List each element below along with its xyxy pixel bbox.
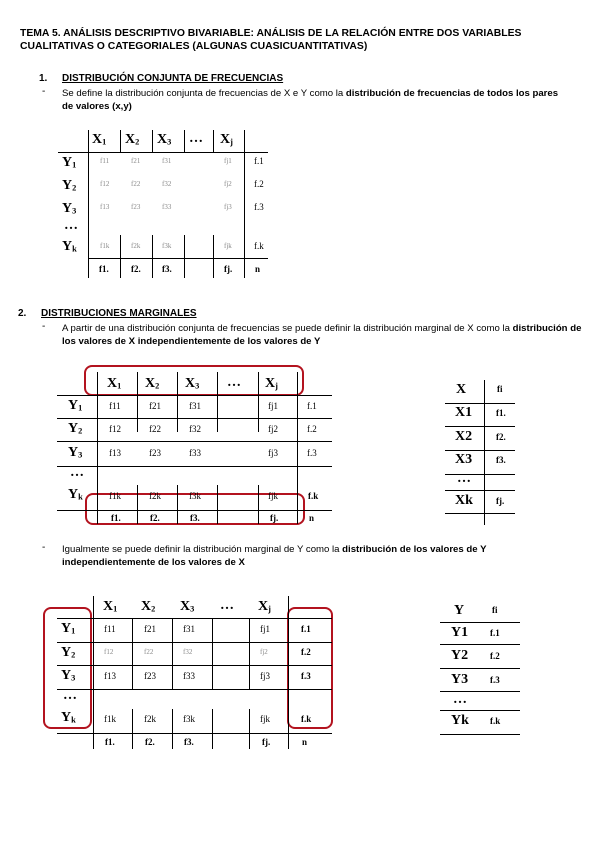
- cell: fjk: [268, 491, 278, 501]
- mx-row: X1: [455, 405, 473, 420]
- page-title: TEMA 5. ANÁLISIS DESCRIPTIVO BIVARIABLE: ANÁLISIS DE LA RELACIÓN ENTRE DOS VARIABLES CUALITATIVAS O CATEGORIALES (ALGUNAS CUASICUANTITATIVAS): [20, 28, 522, 52]
- col-total: f2.: [150, 513, 160, 523]
- mx-header-x: X: [456, 382, 467, 397]
- col-total: f3.: [162, 264, 172, 274]
- cell: f1k: [100, 242, 110, 250]
- header-x1: $X_1$: [103, 599, 118, 614]
- cell: f12: [104, 648, 114, 656]
- header-xj: $X_j$: [265, 376, 278, 391]
- cell: f.3: [254, 202, 264, 212]
- cell: f.1: [301, 624, 311, 634]
- row-y2: $Y_2$: [68, 421, 83, 436]
- mx-value: fj.: [496, 496, 505, 506]
- cell: f22: [131, 180, 141, 188]
- mx-row: X2: [455, 429, 473, 444]
- cell: f.1: [307, 401, 317, 411]
- cell: f3k: [189, 491, 201, 501]
- cell: f2k: [144, 714, 156, 724]
- cell: fj3: [268, 448, 278, 458]
- cell: f21: [131, 157, 141, 165]
- cell: fj1: [260, 624, 270, 634]
- my-row: Y2: [451, 648, 469, 663]
- cell: f31: [183, 624, 195, 634]
- col-total: f1.: [99, 264, 109, 274]
- cell: fj1: [268, 401, 278, 411]
- row-y2: $Y_2$: [62, 178, 77, 193]
- col-total: fj.: [262, 737, 271, 747]
- cell: f23: [131, 203, 141, 211]
- row-y3: $Y_3$: [62, 201, 77, 216]
- cell: f3k: [183, 714, 195, 724]
- my-value: f.k: [490, 716, 501, 726]
- section-1-text: [62, 87, 562, 113]
- cell: f33: [162, 203, 172, 211]
- cell: f22: [144, 648, 154, 656]
- cell: f11: [109, 401, 121, 411]
- header-x1: $X_1$: [92, 132, 107, 147]
- cell: f31: [162, 157, 172, 165]
- my-header-f: fi: [492, 605, 498, 615]
- my-header-y: Y: [454, 603, 465, 618]
- cell: f13: [109, 448, 121, 458]
- section-2-number: 2.: [18, 308, 27, 319]
- col-total: f1.: [111, 513, 121, 523]
- col-total: f2.: [145, 737, 155, 747]
- grand-total: n: [309, 513, 315, 523]
- cell: f3k: [162, 242, 172, 250]
- cell: f22: [149, 424, 161, 434]
- row-y1: $Y_1$: [62, 155, 77, 170]
- row-yk: $Y_k$: [68, 487, 83, 502]
- cell: f23: [144, 671, 156, 681]
- row-y1: $Y_1$: [68, 398, 83, 413]
- section-1-heading: DISTRIBUCIÓN CONJUNTA DE FRECUENCIAS: [62, 73, 284, 84]
- cell: fj2: [224, 180, 232, 188]
- col-total: f3.: [184, 737, 194, 747]
- cell: f13: [104, 671, 116, 681]
- cell: f11: [100, 157, 110, 165]
- section-2-text-2: [62, 543, 572, 569]
- header-ellipsis: …: [189, 131, 203, 146]
- section-2-bullet-2: -: [42, 542, 46, 553]
- cell: f.k: [254, 241, 264, 251]
- mx-header-f: fi: [497, 384, 503, 394]
- cell: f32: [189, 424, 201, 434]
- row-y3: $Y_3$: [68, 445, 83, 460]
- section-1-bullet: -: [42, 86, 46, 97]
- header-x3: $X_3$: [157, 132, 172, 147]
- row-ellipsis: …: [70, 465, 84, 480]
- section-2-text-a: A partir de una distribución conjunta de frecuencias se puede definir la distribución marginal de X como la: [62, 323, 513, 334]
- mx-value: f3.: [496, 455, 506, 465]
- cell: f.2: [307, 424, 317, 434]
- cell: f13: [100, 203, 110, 211]
- section-2-bullet: -: [42, 321, 46, 332]
- cell: f2k: [149, 491, 161, 501]
- col-total: fj.: [224, 264, 233, 274]
- header-x3: $X_3$: [185, 376, 200, 391]
- header-x2: $X_2$: [141, 599, 156, 614]
- cell: fjk: [224, 242, 232, 250]
- cell: f.3: [301, 671, 311, 681]
- cell: f12: [109, 424, 121, 434]
- col-total: f3.: [190, 513, 200, 523]
- header-x1: $X_1$: [107, 376, 122, 391]
- row-y3: $Y_3$: [61, 668, 76, 683]
- cell: fj1: [224, 157, 232, 165]
- cell: f.1: [254, 156, 264, 166]
- row-y2: $Y_2$: [61, 645, 76, 660]
- row-yk: $Y_k$: [61, 710, 76, 725]
- header-ellipsis: …: [227, 375, 241, 390]
- cell: f31: [189, 401, 201, 411]
- cell: f1k: [104, 714, 116, 724]
- my-row: Y1: [451, 625, 469, 640]
- section-2-heading: DISTRIBUCIONES MARGINALES: [41, 308, 197, 319]
- my-value: f.2: [490, 651, 500, 661]
- section-2-text-b: distribución de los valores de X independientemente de los valores de Y: [62, 323, 582, 347]
- cell: fj3: [224, 203, 232, 211]
- cell: f21: [149, 401, 161, 411]
- header-x3: $X_3$: [180, 599, 195, 614]
- cell: f32: [162, 180, 172, 188]
- cell: f21: [144, 624, 156, 634]
- cell: f.3: [307, 448, 317, 458]
- cell: f.2: [301, 647, 311, 657]
- my-value: f.3: [490, 675, 500, 685]
- my-row: Yk: [451, 713, 469, 728]
- row-yk: $Y_k$: [62, 239, 77, 254]
- header-ellipsis: …: [220, 598, 234, 613]
- cell: f23: [149, 448, 161, 458]
- cell: f33: [183, 671, 195, 681]
- section-2-text2-b: distribución de los valores de Y independientemente de los valores de X: [62, 544, 487, 568]
- mx-value: f1.: [496, 408, 506, 418]
- row-ellipsis: …: [64, 218, 78, 233]
- mx-ellipsis: …: [457, 471, 471, 486]
- row-y1: $Y_1$: [61, 621, 76, 636]
- col-total: f2.: [131, 264, 141, 274]
- cell: f.k: [301, 714, 312, 724]
- grand-total: n: [255, 264, 261, 274]
- cell: f.k: [308, 491, 319, 501]
- cell: fjk: [260, 714, 270, 724]
- grand-total: n: [302, 737, 308, 747]
- mx-row: X3: [455, 452, 473, 467]
- section-2-text2-a: Igualmente se puede definir la distribución marginal de Y como la: [62, 544, 343, 555]
- header-xj: $X_j$: [258, 599, 271, 614]
- col-total: fj.: [270, 513, 279, 523]
- cell: f1k: [109, 491, 121, 501]
- mx-row: Xk: [455, 493, 473, 508]
- col-total: f1.: [105, 737, 115, 747]
- header-x2: $X_2$: [125, 132, 140, 147]
- section-1-text-a: Se define la distribución conjunta de frecuencias de X e Y como la: [62, 88, 346, 99]
- row-ellipsis: …: [63, 688, 77, 703]
- my-row: Y3: [451, 672, 469, 687]
- cell: f12: [100, 180, 110, 188]
- section-1-number: 1.: [39, 73, 48, 84]
- cell: f33: [189, 448, 201, 458]
- cell: fj2: [268, 424, 278, 434]
- cell: fj3: [260, 671, 270, 681]
- cell: f11: [104, 624, 116, 634]
- cell: f.2: [254, 179, 264, 189]
- cell: f2k: [131, 242, 141, 250]
- my-value: f.1: [490, 628, 500, 638]
- cell: f32: [183, 648, 193, 656]
- section-2-text: [62, 322, 582, 348]
- mx-value: f2.: [496, 432, 506, 442]
- my-ellipsis: …: [453, 692, 467, 707]
- cell: fj2: [260, 648, 268, 656]
- header-xj: $X_j$: [220, 132, 233, 147]
- header-x2: $X_2$: [145, 376, 160, 391]
- section-1-text-b: distribución de frecuencias de todos los pares de valores (x,y): [62, 88, 559, 112]
